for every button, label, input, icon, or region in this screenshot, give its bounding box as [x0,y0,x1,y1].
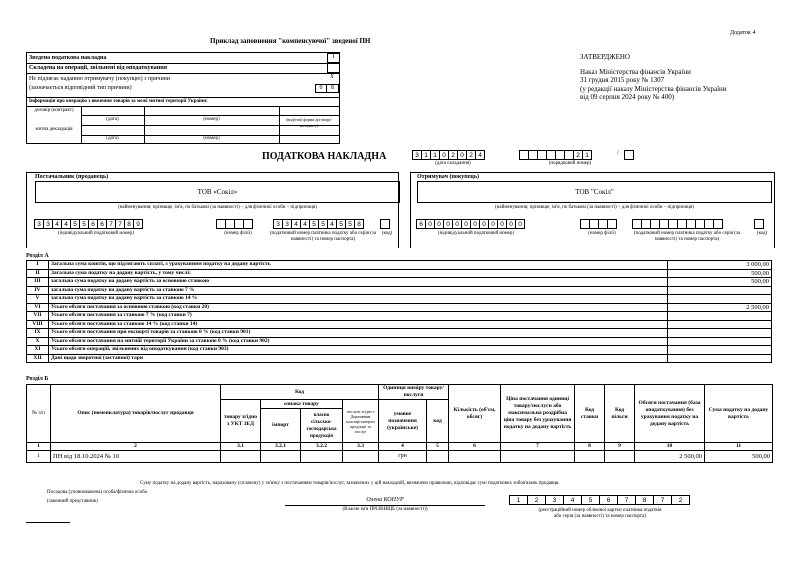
card-digit: 1 [509,495,528,505]
buyer-ipn-digit: 0 [425,219,435,229]
card-caption-1: (реєстраційний номер облікової картки платника податків [538,508,662,513]
buyer-ipn-digit: 0 [452,219,462,229]
column-number: 1 [27,443,51,451]
customs-label: Інформація про операцію з ввезення товарів за межі митної території України: [29,99,208,104]
section-a-row-number: XI [27,346,49,355]
appendix-label: Додаток 4 [730,30,756,36]
section-a-row-number: VII [27,312,49,321]
col-import-header: імпорт [261,409,301,443]
seller-code-digit: 4 [327,219,337,229]
buyer-code-cell [713,219,723,229]
buyer-branch-caption: (номер філії) [588,231,616,236]
column-number: 3.2.2 [301,443,343,451]
buyer-ipn-digit: 0 [515,219,525,229]
signer-label-2: (законний представник) [47,499,98,504]
date-digit: 2 [466,150,476,160]
section-a-row-value [668,312,772,321]
buyer-ipn-digit: 0 [506,219,516,229]
seller-title: Постачальник (продавець) [35,174,109,180]
buyer-code-caption: (податковий номер платника податку або серія (за наявності) та номер паспорта) [633,231,741,242]
card-cells [510,495,690,505]
seller-code-digit: 4 [300,219,310,229]
seller-name-caption: (найменування; прізвище, ім'я, по батькові (за наявності) – для фізичної особи – підприємця) [118,205,317,210]
col-service-header: послуги згідно з Державним класифі-катором продукції та послуг [343,400,379,443]
card-digit: 6 [599,495,618,505]
row-cell [343,451,379,463]
card-digit: 3 [545,495,564,505]
section-a-row-value [668,337,772,346]
seller-ipn-digit: 3 [43,219,53,229]
col-vat-header: Сума податку на додану вартість [705,385,773,443]
col-sign-header: ознака товару [261,400,343,409]
section-a-row-value [668,320,772,329]
date-caption: (дата складання) [435,161,471,166]
seller-branch-cell [243,219,253,229]
number-caption: (порядковий номер) [548,161,592,166]
section-a-row-label: Усього обсяги постачання при експорті товарів за ставкою 0 % (код ставки 901) [48,329,667,338]
col-unit-header: Одиниця виміру товару/послуги [379,385,449,400]
card-digit: 2 [671,495,690,505]
buyer-branch-cell [607,219,617,229]
section-a-row [27,286,772,295]
section-a-row [27,312,772,321]
row-vat: 500,00 [705,451,773,463]
section-a-row-value: 500,00 [668,269,772,278]
row-cell [427,451,449,463]
reason-digit: 8 [326,84,339,93]
seller-code-digit: 8 [354,219,364,229]
buyer-code-cells [633,219,723,229]
row-cell [221,451,261,463]
seller-block [26,172,399,248]
section-a-row [27,303,772,312]
seller-code-digit: 5 [318,219,328,229]
section-a [26,253,772,363]
section-a-row-value [668,286,772,295]
section-a-row-value: 3 000,00 [668,261,772,270]
seller-ipn-digit: 6 [97,219,107,229]
card-digit: 2 [527,495,546,505]
seller-code-tail-caption: (код) [381,231,393,236]
buyer-ipn-digit: 0 [461,219,471,229]
not-provided-mark: X [330,74,334,80]
section-a-row-label: Дані щодо зворотної (заставної) тари [48,354,667,363]
row-cell [605,451,635,463]
column-number: 8 [575,443,605,451]
contract-form-caption: (вид(тип) форми договору/контракту) [286,117,332,128]
consolidated-label: Зведена податкова накладна [29,55,107,61]
row-unit: грн [379,451,427,463]
approval-line: (у редакції наказу Міністерства фінансів України [580,84,727,93]
section-a-row-number: X [27,337,49,346]
section-a-row-number: XII [27,354,49,363]
seller-code-digit: 3 [273,219,283,229]
column-number: 9 [605,443,635,451]
section-a-row-label: Усього обсяги постачання за ставкою 14 % (код ставки 14) [48,320,667,329]
column-number: 11 [705,443,773,451]
section-a-row-label: Усього обсяги постачання за основною ставкою (код ставки 20) [48,303,667,312]
section-a-row [27,329,772,338]
col-code-header: Код [221,385,379,400]
col-agri-header: власно сільсько-господарська продукція [301,409,343,443]
section-a-row-value [668,329,772,338]
row-number: 1 [27,451,51,463]
seller-ipn-digit: 4 [61,219,71,229]
buyer-block [410,172,775,248]
section-a-row-label: Загальна сума податку на додану вартість, у тому числі: [48,269,667,278]
date-digit: 2 [448,150,458,160]
section-a-row-number: III [27,278,49,287]
card-digit: 7 [653,495,672,505]
declaration-number-caption: (номер) [203,136,220,141]
seller-code-tail-cell [380,219,390,229]
buyer-ipn-digit: 0 [470,219,480,229]
buyer-ipn-caption: (індивідуальний податковий номер) [437,231,515,236]
number-cells [520,150,592,160]
date-cells [413,150,485,160]
section-a-row-value [668,346,772,355]
approval-line: Наказ Міністерства фінансів України [580,67,691,76]
card-digit: 4 [563,495,582,505]
section-a-row [27,320,772,329]
section-a-row-number: VI [27,303,49,312]
declaration-label: митна декларація [35,127,73,132]
exempt-value [327,63,340,73]
seller-ipn-digit: 9 [133,219,143,229]
col-unit-name-header: умовне позначення (українське) [379,400,427,443]
card-digit: 8 [635,495,654,505]
section-a-row-label: Усього обсяги постачання на митній території України за ставкою 0 % (код ставки 902) [48,337,667,346]
section-a-row [27,278,772,287]
signer-name: Олена КОНУР [366,497,404,503]
number-digit: 1 [582,150,592,160]
contract-number-caption: (номер) [203,117,220,122]
reason-digit: 0 [315,84,327,93]
document-title: ПОДАТКОВА НАКЛАДНА [262,151,387,162]
seller-name: ТОВ «Сокіл» [197,188,238,196]
section-a-row [27,295,772,304]
card-digit: 7 [617,495,636,505]
section-a-row [27,346,772,355]
seller-code-digit: 3 [282,219,292,229]
not-provided-label: Не підлягає наданню отримувачу (покупцю) з причини [29,76,171,82]
seller-ipn-cells [35,219,143,229]
approval-title: ЗАТВЕРДЖЕНО [580,53,630,61]
col-volume-header: Обсяги постачання (база оподаткування) без урахування податку на додану вартість [635,385,705,443]
buyer-name-caption: (найменування; прізвище, ім'я, по батькові (за наявності) – для фізичної особи – підприємця) [495,205,694,210]
column-number: 7 [501,443,575,451]
column-number: 2 [51,443,221,451]
col-benefit-header: Код пільги [605,385,635,443]
number-digit: 2 [573,150,583,160]
top-info-table [26,52,340,144]
section-a-row-number: II [27,269,49,278]
col-description-header: Опис (номенклатура) товарів/послуг продавця [51,385,221,443]
reason-caption: (зазначається відповідний тип причини) [29,85,132,91]
buyer-ipn-digit: 0 [479,219,489,229]
section-a-row-number: V [27,295,49,304]
section-b-table [26,384,773,463]
col-ukt-header: товару згідно з УКТ ЗЕД [221,400,261,443]
row-cell [449,451,501,463]
declaration-date-caption: (дата) [106,136,119,141]
buyer-ipn-digit: 0 [434,219,444,229]
section-a-title: Розділ А [26,253,49,259]
section-a-row-label: Загальна сума коштів, що підлягають сплаті, з урахуванням податку на додану вартість [48,261,667,270]
column-number: 10 [635,443,705,451]
section-a-row-value [668,295,772,304]
footnote-separator [26,522,70,523]
seller-ipn-digit: 3 [34,219,44,229]
seller-code-digit: 5 [309,219,319,229]
col-number-header: № з/п [27,385,51,443]
date-digit: 0 [439,150,449,160]
column-number: 3.1 [221,443,261,451]
buyer-code-tail-cell [754,219,764,229]
seller-code-cells [274,219,364,229]
col-rate-header: Код ставки [575,385,605,443]
number-slash: / [617,150,619,156]
section-a-row-value [668,354,772,363]
seller-ipn-digit: 5 [79,219,89,229]
contract-date-caption: (дата) [106,117,119,122]
contract-label: договір (контракт) [34,108,74,113]
signer-caption: (Власне ім'я ПРІЗВИЩЕ (за наявності)) [342,507,428,512]
approval-line: 31 грудня 2015 року № 1307 [580,76,665,84]
buyer-ipn-digit: 6 [416,219,426,229]
approval-line: від 09 серпня 2024 року № 400) [580,93,675,101]
seller-code-caption: (податковий номер платника податку або серія (за наявності) та номер паспорта) [269,231,377,242]
date-digit: 3 [412,150,422,160]
seller-branch-caption: (номер філії) [224,231,252,236]
section-a-row-value: 500,00 [668,278,772,287]
column-number: 6 [449,443,501,451]
exempt-label: Складена на операції, звільнені від оподаткування [29,65,167,71]
section-a-table [26,260,772,363]
section-a-row-label: загальна сума податку на додану вартість за основною ставкою [48,278,667,287]
section-a-row-number: VIII [27,320,49,329]
row-cell [575,451,605,463]
section-a-row-number: IX [27,329,49,338]
column-number: 5 [427,443,449,451]
row-cell [501,451,575,463]
seller-code-digit: 4 [291,219,301,229]
col-unit-code-header: код [427,400,449,443]
col-price-header: Ціна постачання одиниці товару/послуги або максимальна роздрібна ціна товару без урахування податку на додану вартість [501,385,575,443]
row-description: ПН від 18.10.2024 № 10 [51,451,221,463]
section-b [26,376,772,463]
buyer-ipn-cells [417,219,525,229]
section-a-row-label: загальна сума податку на додану вартість за ставкою 7 % [48,286,667,295]
row-cell [261,451,301,463]
buyer-code-tail-caption: (код) [756,231,768,236]
seller-code-digit: 5 [336,219,346,229]
seller-ipn-digit: 8 [124,219,134,229]
column-number: 3.3 [343,443,379,451]
approval-block [580,53,727,102]
date-digit: 0 [457,150,467,160]
seller-ipn-caption: (індивідуальний податковий номер) [57,231,135,236]
seller-code-digit: 5 [345,219,355,229]
column-number: 4 [379,443,427,451]
col-quantity-header: Кількість (об'єм, обсяг) [449,385,501,443]
date-digit: 1 [430,150,440,160]
section-a-row [27,269,772,278]
seller-branch-cells [217,219,253,229]
buyer-ipn-digit: 0 [443,219,453,229]
buyer-ipn-digit: 0 [497,219,507,229]
section-a-row-label: загальна сума податку на додану вартість за ставкою 14 % [48,295,667,304]
buyer-title: Отримувач (покупець) [417,174,480,180]
row-volume: 2 500,00 [635,451,705,463]
consolidated-value: 1 [327,53,340,63]
seller-ipn-digit: 4 [52,219,62,229]
section-a-row [27,354,772,363]
number-suffix-cell [624,150,634,160]
section-a-row-number: I [27,261,49,270]
section-a-row-label: Усього обсяги постачання за ставкою 7 % (код ставки 7) [48,312,667,321]
example-heading: Приклад заповнення "компенсуючої" зведеної ПН [210,37,371,45]
section-a-row-value: 2 500,00 [668,303,772,312]
section-a-row-number: IV [27,286,49,295]
seller-ipn-digit: 6 [88,219,98,229]
column-number: 3.2.1 [261,443,301,451]
seller-ipn-digit: 5 [70,219,80,229]
section-a-row-label: Усього обсяги операцій, звільнених від оподаткування (код ставки 903) [48,346,667,355]
date-digit: 1 [421,150,431,160]
section-a-row [27,337,772,346]
section-a-row [27,261,772,270]
card-caption-2: або серія (за наявності) та номер паспорта) [554,514,646,519]
buyer-ipn-digit: 0 [488,219,498,229]
footer-statement: Суму податку на додану вартість, нараховану (сплачену) у зв'язку з постачанням товарів/послуг, зазначених у цій накладній, визначено правильно, відповідає сумі податкових зобов'язань продавця. [140,481,560,486]
date-digit: 4 [475,150,485,160]
card-digit: 5 [581,495,600,505]
buyer-branch-cells [581,219,617,229]
section-b-title: Розділ Б [26,376,49,382]
seller-ipn-digit: 7 [115,219,125,229]
seller-ipn-digit: 7 [106,219,116,229]
row-cell [301,451,343,463]
signer-label: Посадова (уповноважена) особа/фізична особа [47,490,147,495]
buyer-name: ТОВ "Сокіл" [575,188,614,196]
